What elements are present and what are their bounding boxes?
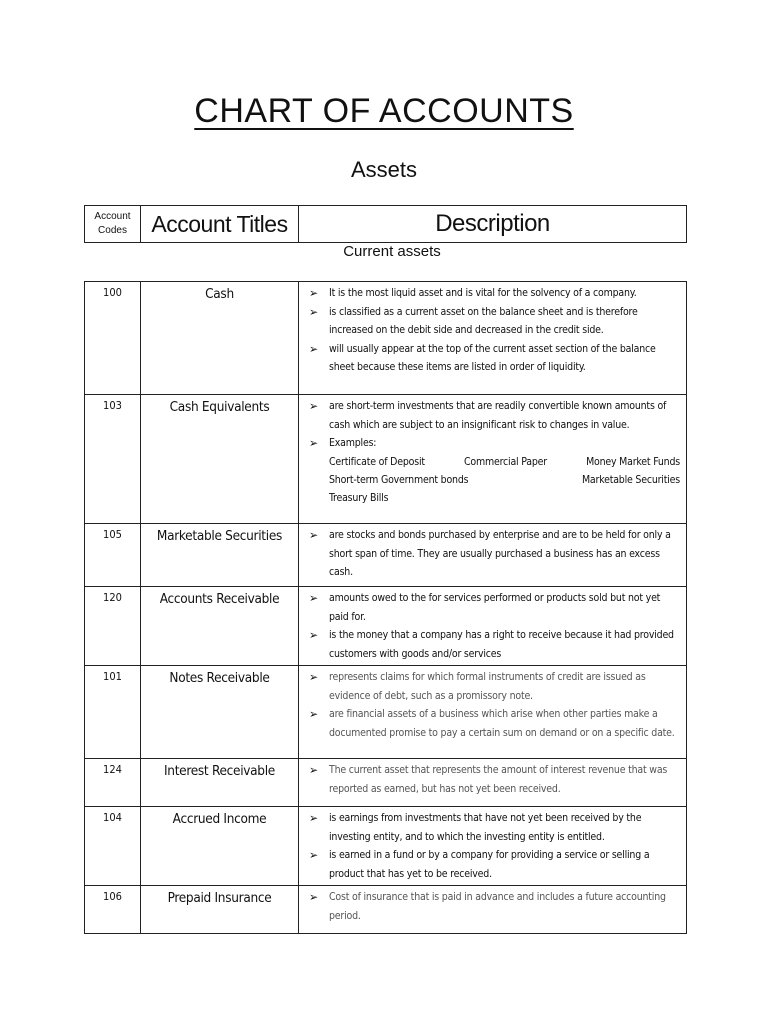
description-bullet: ➢ It is the most liquid asset and is vital for the solvency of a company. — [329, 284, 680, 303]
page-title: CHART OF ACCOUNTS — [194, 92, 574, 130]
table-row — [85, 524, 687, 587]
account-title: Cash — [141, 282, 299, 395]
header-row — [85, 206, 687, 243]
accounts-table — [84, 281, 687, 934]
example-item: Commercial Paper — [463, 455, 547, 468]
example-item: Certificate of Deposit — [329, 455, 425, 468]
account-title: Accounts Receivable — [141, 587, 299, 666]
description-bullet: ➢ is classified as a current asset on the balance sheet and is therefore increased on the debit side and decreased in the credit side. — [329, 303, 680, 340]
account-code: 120 — [85, 587, 141, 666]
account-description — [299, 524, 687, 587]
account-title: Prepaid Insurance — [141, 886, 299, 934]
account-title: Cash Equivalents — [141, 395, 299, 524]
header-description: Description — [299, 206, 687, 243]
table-row — [85, 807, 687, 886]
example-item: Short-term Government bonds — [329, 473, 469, 486]
account-code: 100 — [85, 282, 141, 395]
description-bullet: ➢ are financial assets of a business which arise when other parties make a documented promise to pay a certain sum on demand or on a specific date. — [329, 705, 680, 742]
account-title: Notes Receivable — [141, 666, 299, 759]
description-bullet: ➢ are stocks and bonds purchased by enterprise and are to be held for only a short span of time. They are usually purchased a business has an excess cash. — [329, 526, 680, 582]
account-description — [299, 395, 687, 524]
header-codes-line1: Account — [94, 211, 131, 222]
header-account-titles: Account Titles — [141, 206, 299, 243]
description-bullet: ➢ is earned in a fund or by a company for providing a service or selling a product that has yet to be received. — [329, 846, 680, 883]
description-bullet: ➢ is the money that a company has a right to receive because it had provided customers with goods and/or services — [329, 626, 680, 663]
description-bullet: ➢ represents claims for which formal instruments of credit are issued as evidence of debt, such as a promissory note. — [329, 668, 680, 705]
section-heading: Current assets — [343, 243, 441, 260]
account-description — [299, 282, 687, 395]
account-code: 106 — [85, 886, 141, 934]
table-row — [85, 395, 687, 524]
account-title: Marketable Securities — [141, 524, 299, 587]
account-description — [299, 666, 687, 759]
account-title: Interest Receivable — [141, 759, 299, 807]
description-bullet: ➢ will usually appear at the top of the current asset section of the balance sheet because these items are listed in order of liquidity. — [329, 340, 680, 377]
table-row — [85, 759, 687, 807]
account-code: 104 — [85, 807, 141, 886]
account-code: 105 — [85, 524, 141, 587]
description-bullet: ➢ are short-term investments that are readily convertible known amounts of cash which are subject to an insignificant risk to changes in value. — [329, 397, 680, 434]
header-table — [84, 205, 687, 243]
table-row — [85, 666, 687, 759]
account-description — [299, 587, 687, 666]
account-code: 101 — [85, 666, 141, 759]
description-bullet: ➢ Cost of insurance that is paid in advance and includes a future accounting period. — [329, 888, 680, 925]
example-item: Treasury Bills — [329, 491, 389, 504]
account-code: 103 — [85, 395, 141, 524]
account-description — [299, 759, 687, 807]
account-title: Accrued Income — [141, 807, 299, 886]
examples-list — [329, 453, 680, 507]
account-code: 124 — [85, 759, 141, 807]
table-row — [85, 282, 687, 395]
page-subtitle: Assets — [350, 157, 418, 182]
example-item: Money Market Funds — [586, 455, 680, 468]
description-bullet: ➢ is earnings from investments that have not yet been received by the investing entity, and to which the investing entity is entitled. — [329, 809, 680, 846]
header-codes-line2: Codes — [98, 225, 127, 236]
table-row — [85, 886, 687, 934]
header-account-codes — [85, 206, 141, 243]
description-bullet: ➢ Examples: — [329, 434, 680, 453]
example-item: Marketable Securities — [581, 473, 680, 486]
account-description — [299, 886, 687, 934]
description-bullet: ➢ amounts owed to the for services performed or products sold but not yet paid for. — [329, 589, 680, 626]
table-row — [85, 587, 687, 666]
description-bullet: ➢ The current asset that represents the amount of interest revenue that was reported as earned, but has not yet been received. — [329, 761, 680, 798]
account-description — [299, 807, 687, 886]
